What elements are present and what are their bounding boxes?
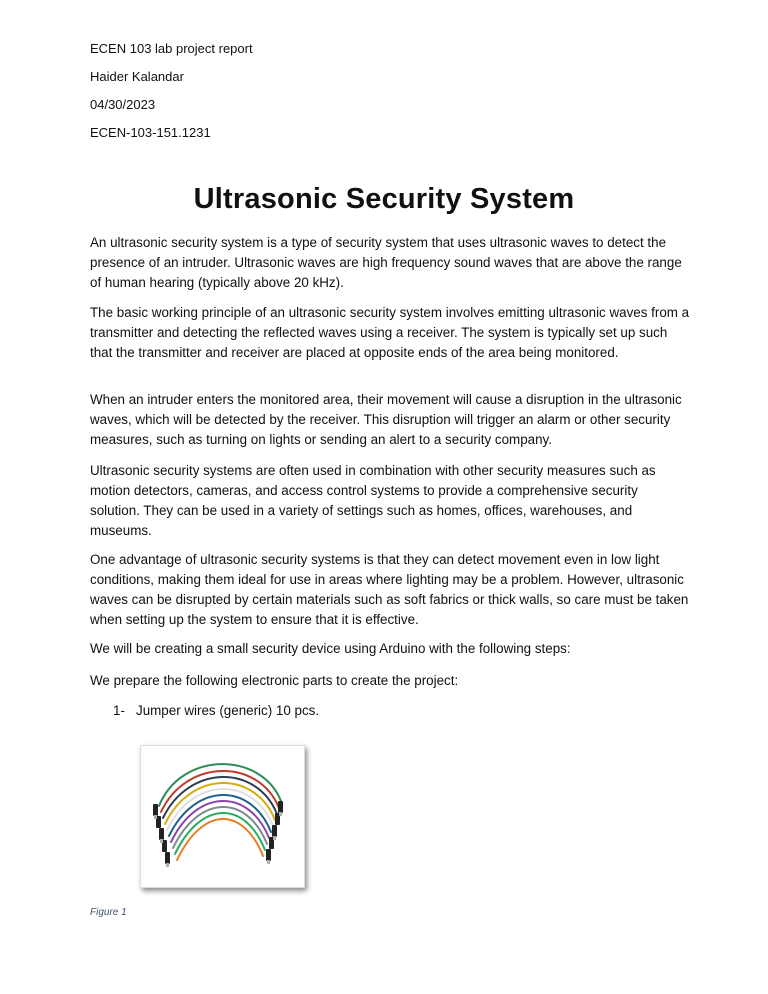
list-item-number: 1- bbox=[113, 703, 125, 718]
course-line: ECEN 103 lab project report bbox=[90, 41, 253, 56]
list-item bbox=[113, 701, 319, 721]
document-title: Ultrasonic Security System bbox=[193, 183, 575, 215]
paragraph-combination: Ultrasonic security systems are often used in combination with other security measures such as motion detectors, cameras, and access control systems to provide a comprehensive security solution. They can be used in a variety of settings such as homes, offices, warehouses, and museums. bbox=[90, 463, 656, 538]
figure-caption: Figure 1 bbox=[90, 907, 127, 918]
paragraph-parts: We prepare the following electronic parts to create the project: bbox=[90, 673, 459, 688]
jumper-wires-illustration bbox=[141, 746, 304, 887]
paragraph-intruder: When an intruder enters the monitored area, their movement will cause a disruption in the ultrasonic waves, which will be detected by the receiver. This disruption will trigger an alarm or other security measures, such as turning on lights or sending an alert to a security company. bbox=[90, 392, 682, 447]
paragraph-principle: The basic working principle of an ultrasonic security system involves emitting ultrasonic waves from a transmitter and detecting the reflected waves using a receiver. The system is typically set up such that the transmitter and receiver are placed at opposite ends of the area being monitored. bbox=[90, 305, 690, 360]
list-item-text: Jumper wires (generic) 10 pcs. bbox=[136, 703, 320, 718]
paragraph-intro: An ultrasonic security system is a type of security system that uses ultrasonic waves to detect the presence of an intruder. Ultrasonic waves are high frequency sound waves that are above the range of human hearing (typically above 20 kHz). bbox=[90, 235, 682, 290]
paragraph-steps: We will be creating a small security device using Arduino with the following steps: bbox=[90, 641, 571, 656]
author-line: Haider Kalandar bbox=[90, 69, 184, 84]
jumper-wires-image bbox=[140, 745, 305, 888]
paragraph-advantage: One advantage of ultrasonic security systems is that they can detect movement even in low light conditions, making them ideal for use in areas where lighting may be a problem. However, ultrasonic waves can be disrupted by certain materials such as soft fabrics or thick walls, so care must be taken when setting up the system to ensure that it is effective. bbox=[90, 552, 689, 627]
section-line: ECEN-103-151.1231 bbox=[90, 125, 211, 140]
date-line: 04/30/2023 bbox=[90, 97, 156, 112]
